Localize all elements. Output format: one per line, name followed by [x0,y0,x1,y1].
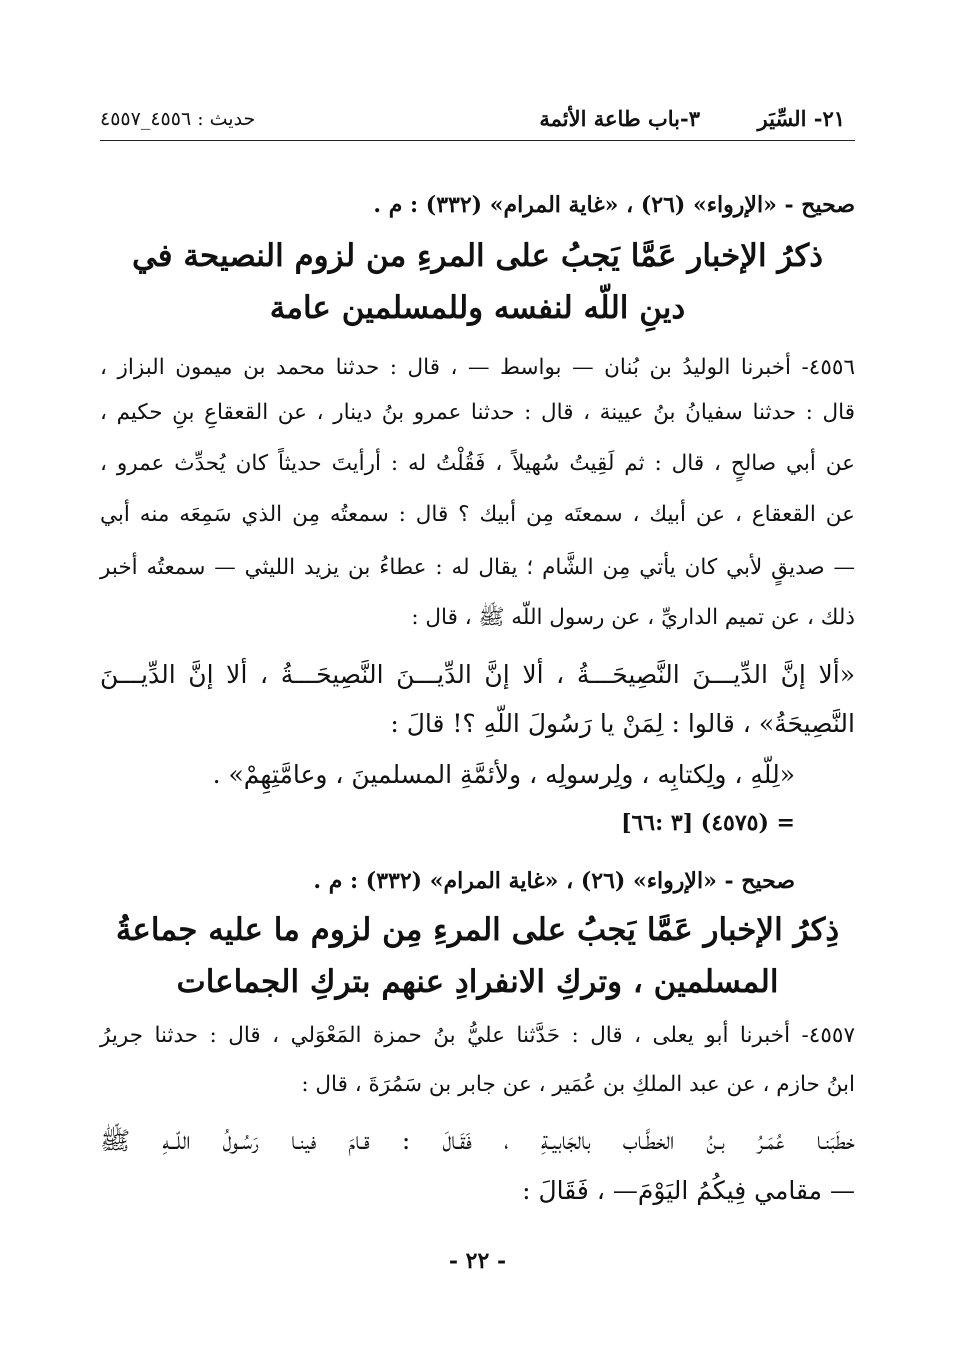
hadith-4557-text: ابنُ حازم ، عن عبد الملكِ بن عُمَير ، عن جابر بن سَمُرَةَ ، قال : [301,1072,855,1097]
section-heading-2-line1: ذِكرُ الإخبار عَمَّا يَجبُ على المرءِ مِن لزوم ما عليه جماعةُ [115,912,840,948]
hadith-4556-matn: النَّصِيحَةُ» ، قالوا : لِمَنْ يا رَسُولَ اللّهِ ؟! قالَ : [390,709,855,738]
hadith-4556-matn: «ألا إنَّ الدِّيـــنَ النَّصِيحَـــةُ ، ألا إنَّ الدِّيـــنَ النَّصِيحَـــةُ ، ألا إنَّ الدِّيـــنَ [100,660,855,689]
grading-note-1: صحيح - «الإرواء» (٢٦) ، «غاية المرام» (٣٣٢) : م . [373,192,855,218]
hadith-4557-matn: خطَبَنـا عُمَـرُ بـنُ الخطَّـاب بالجَابيـةِ ، فَقَـالَ : قـامَ فينـا رَسُـولُ اللّــهِ ﷺ [100,1126,855,1155]
section-heading-1-line1: ذكرُ الإخبار عَمَّا يَجبُ على المرءِ من لزوم النصيحة في [131,238,824,274]
hadith-4556-text: عن أبي صالحٍ ، قال : ثم لَقِيتُ سُهيلاً ، فَقُلْتُ له : أرأيتَ حديثاً كان يُحدِّث عمرو ، [100,451,855,476]
running-header [100,104,855,141]
hadith-4556-matn: «لِلّهِ ، ولِكتابِه ، ولِرسولِه ، ولأئمَّةِ المسلمينَ ، وعامَّتِهِمْ» . [212,760,795,789]
hadith-4556-text: ذلك ، عن تميم الداريِّ ، عن رسول اللّه ﷺ ، قال : [411,605,855,630]
page-number: - ٢٢ - [448,1248,507,1274]
section-heading-1-line2: دينِ اللّه لنفسه وللمسلمين عامة [269,290,686,326]
hadith-4556-text: ٤٥٥٦- أخبرنا الوليدُ بن بُنان — بواسط — ، قال : حدثنا محمد بن ميمون البزاز ، [100,355,855,380]
cross-reference: = (٤٥٧٥) [٣ :٦٦] [621,810,795,836]
header-chapter-title: ٣-باب طاعة الأئمة [539,106,700,131]
grading-note-2: صحيح - «الإرواء» (٢٦) ، «غاية المرام» (٣٣٢) : م . [313,868,795,894]
hadith-4556-text: — صديقٍ لأبي كان يأتي مِن الشَّام ؛ يقال له : عطاءُ بن يزيد الليثي — سمعتُه أخبر [100,555,855,580]
hadith-4556-text: قال : حدثنا سفيانُ بنُ عيينة ، قال : حدثنا عمرو بنُ دينار ، عن القعقاعِ بنِ حكيم ، [100,400,855,425]
hadith-4556-text: عن القعقاع ، عن أبيك ، سمعتَه مِن أبيك ؟ قال : سمعتُه مِن الذي سَمِعَه منه أبي [100,502,855,527]
hadith-4557-matn: — مقامي فِيكُمُ اليَوْمَ— ، فَقَالَ : [522,1176,855,1205]
header-book-title: ٢١- السِّيَر [757,106,845,131]
header-hadith-range: حديث : ٤٥٥٦_٤٥٥٧ [100,108,256,130]
hadith-4557-text: ٤٥٥٧- أخبرنا أبو يعلى ، قال : حَدَّثنا عليُّ بنُ حمزة المَعْوَلي ، قال : حدثنا جريرُ [100,1023,855,1048]
section-heading-2-line2: المسلمين ، وتركِ الانفرادِ عنهم بتركِ الجماعات [176,964,779,1000]
